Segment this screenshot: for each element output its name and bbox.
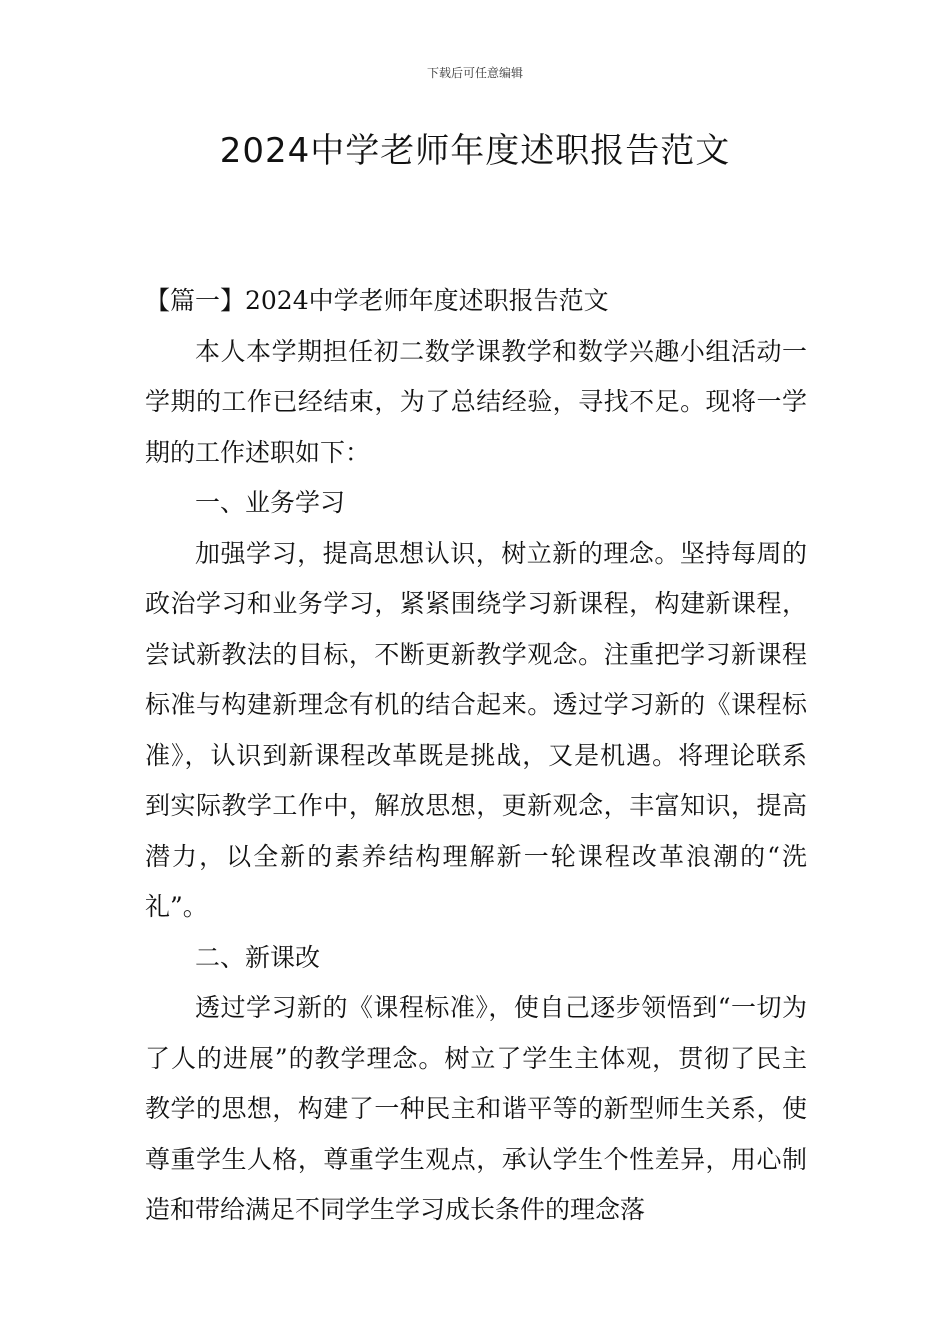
document-body: [145, 276, 807, 1236]
paragraph-business-study: 加强学习，提高思想认识，树立新的理念。坚持每周的政治学习和业务学习，紧紧围绕学习新课程，构建新课程，尝试新教法的目标，不断更新教学观念。注重把学习新课程标准与构建新理念有机的结合起来。透过学习新的《课程标准》，认识到新课程改革既是挑战，又是机遇。将理论联系到实际教学工作中，解放思想，更新观念，丰富知识，提高潜力，以全新的素养结构理解新一轮课程改革浪潮的“洗礼”。: [145, 538, 807, 921]
heading-business-study: 一、业务学习: [195, 488, 346, 517]
paragraph-new-curriculum: 透过学习新的《课程标准》，使自己逐步领悟到“一切为了人的进展”的教学理念。树立了学生主体观，贯彻了民主教学的思想，构建了一种民主和谐平等的新型师生关系，使尊重学生人格，尊重学生观点，承认学生个性差异，用心制造和带给满足不同学生学习成长条件的理念落: [145, 993, 807, 1224]
header-note: 下载后可任意编辑: [426, 66, 523, 80]
section-label: 【篇一】2024中学老师年度述职报告范文: [145, 286, 609, 315]
paragraph-intro: 本人本学期担任初二数学课教学和数学兴趣小组活动一学期的工作已经结束，为了总结经验，寻找不足。现将一学期的工作述职如下：: [145, 336, 807, 467]
heading-new-curriculum: 二、新课改: [195, 942, 321, 972]
document-title: 2024中学老师年度述职报告范文: [219, 131, 731, 171]
